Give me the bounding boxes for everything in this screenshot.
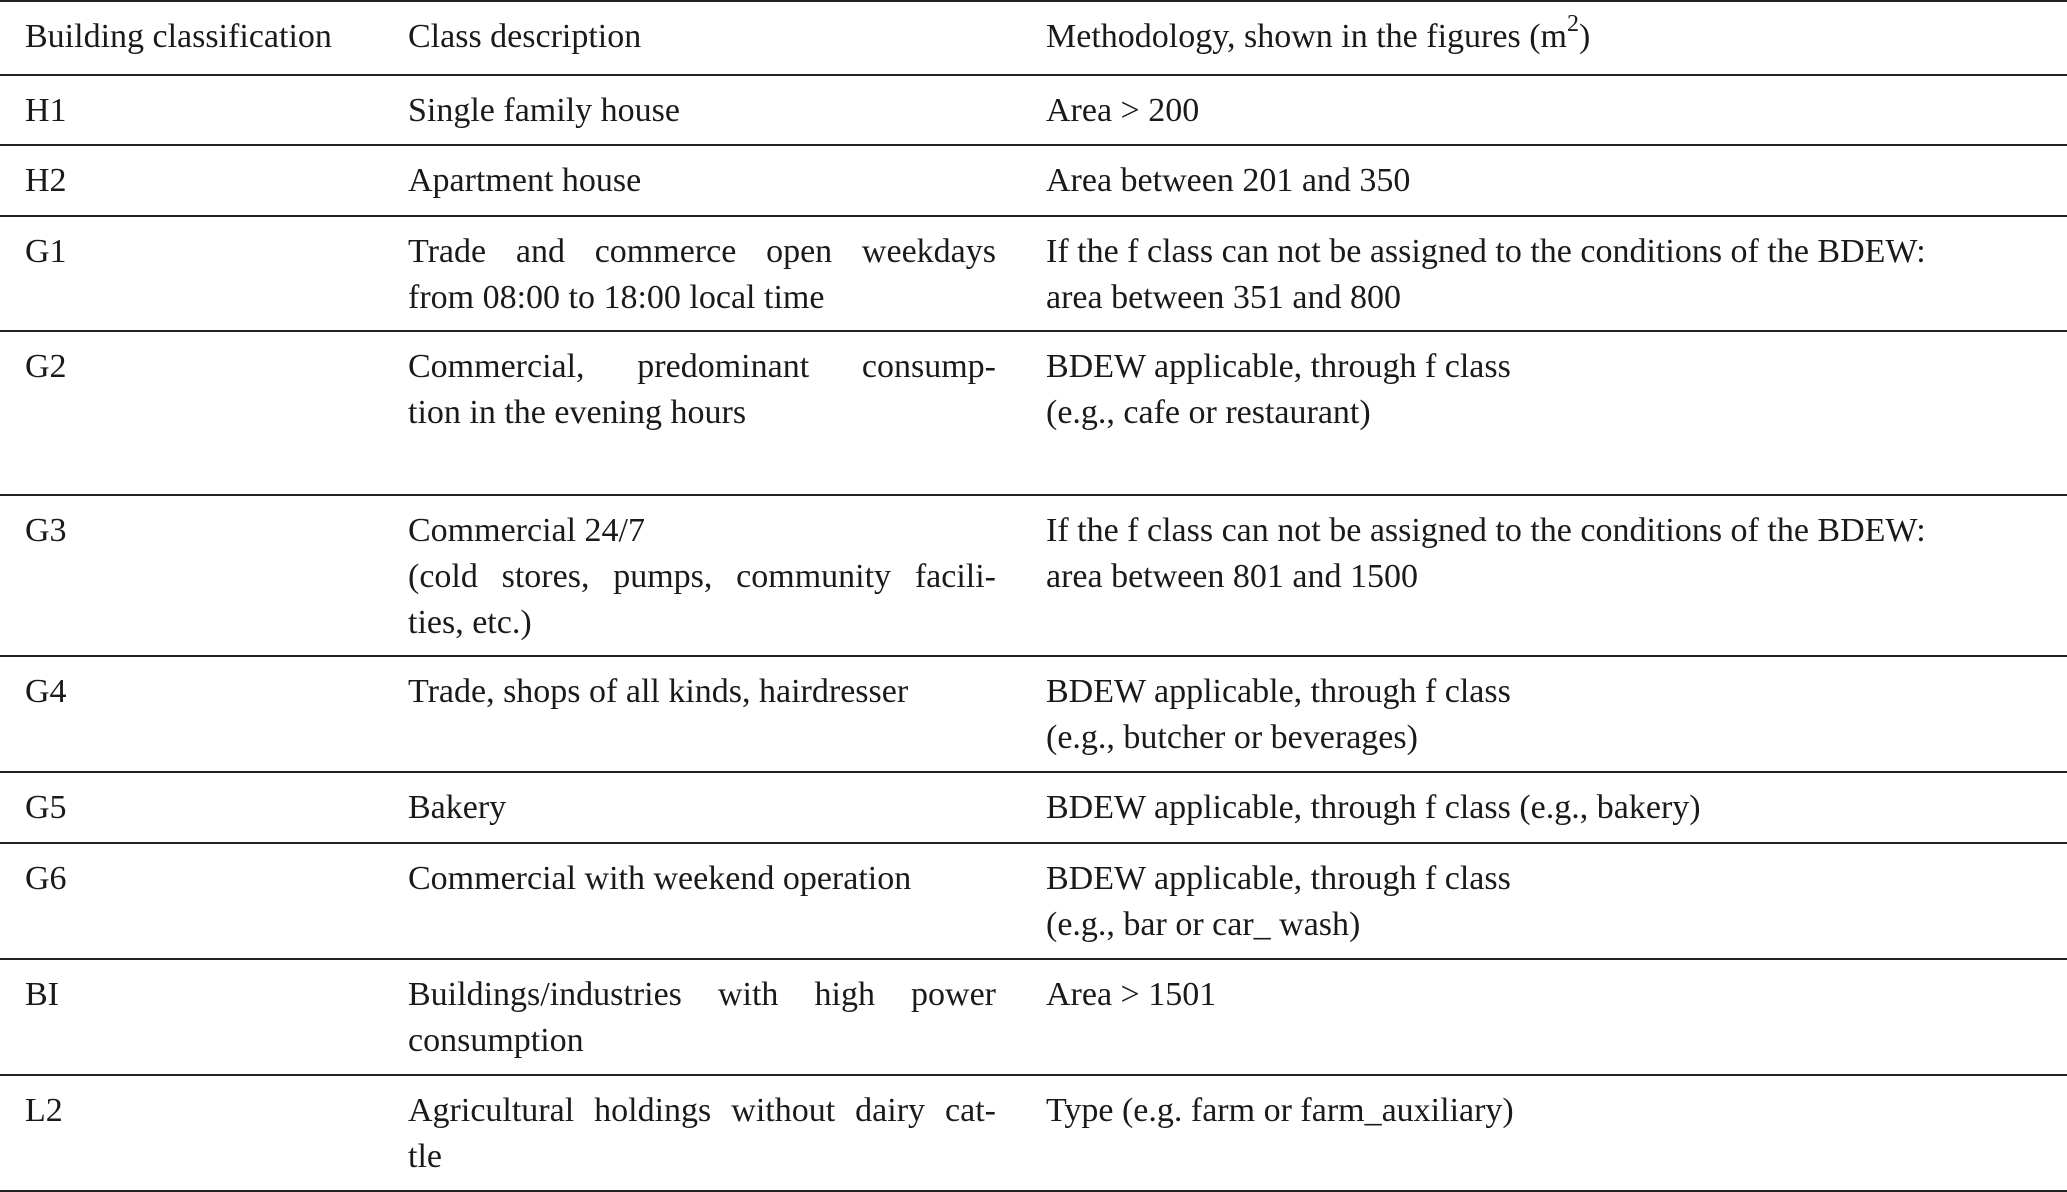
class-description: Bakery <box>408 789 507 826</box>
class-description: Commercial with weekend operation <box>408 860 912 897</box>
building-code: G6 <box>25 860 67 897</box>
building-code: G1 <box>25 233 67 270</box>
table-row <box>0 144 2067 215</box>
table-row <box>0 842 2067 958</box>
methodology: Area > 1501 <box>1046 976 1217 1013</box>
header-class-description: Class description <box>408 18 642 55</box>
table-row <box>0 494 2067 655</box>
class-description: Commercial 24/7 (cold stores, pumps, community facili- ties, etc.) <box>408 512 996 641</box>
methodology: BDEW applicable, through f class (e.g., bakery) <box>1046 789 1701 826</box>
building-code: G3 <box>25 512 67 549</box>
building-code: G5 <box>25 789 67 826</box>
methodology: Type (e.g. farm or farm_auxiliary) <box>1046 1092 1514 1129</box>
class-description: Apartment house <box>408 162 642 199</box>
building-code: H1 <box>25 92 67 129</box>
methodology: BDEW applicable, through f class (e.g., cafe or restaurant) <box>1046 348 1511 431</box>
building-code: BI <box>25 976 59 1013</box>
methodology: Area between 201 and 350 <box>1046 162 1411 199</box>
methodology: If the f class can not be assigned to the conditions of the BDEW: area between 801 and 1500 <box>1046 512 1926 595</box>
methodology: Area > 200 <box>1046 92 1200 129</box>
class-description: Agricultural holdings without dairy cat- tle <box>408 1092 996 1175</box>
table-row <box>0 655 2067 771</box>
table-row <box>0 74 2067 144</box>
table-row <box>0 958 2067 1074</box>
class-description: Single family house <box>408 92 680 129</box>
table-row <box>0 215 2067 330</box>
methodology: BDEW applicable, through f class (e.g., butcher or beverages) <box>1046 673 1511 756</box>
class-description: Buildings/industries with high power consumption <box>408 976 996 1059</box>
header-building-classification: Building classification <box>25 18 332 55</box>
methodology: If the f class can not be assigned to the conditions of the BDEW: area between 351 and 800 <box>1046 233 1926 316</box>
table-header-row <box>0 0 2067 74</box>
table-row <box>0 771 2067 842</box>
methodology: BDEW applicable, through f class (e.g., bar or car_ wash) <box>1046 860 1511 943</box>
table-row <box>0 330 2067 494</box>
header-methodology: Methodology, shown in the figures $(m^2)$ <box>1046 10 1591 55</box>
building-code: L2 <box>25 1092 63 1129</box>
building-code: G4 <box>25 673 67 710</box>
building-code: H2 <box>25 162 67 199</box>
class-description: Commercial, predominant consump- tion in the evening hours <box>408 348 996 431</box>
class-description: Trade, shops of all kinds, hairdresser <box>408 673 909 710</box>
table-row <box>0 1074 2067 1192</box>
class-description: Trade and commerce open weekdays from 08:00 to 18:00 local time <box>408 233 996 316</box>
building-code: G2 <box>25 348 67 385</box>
